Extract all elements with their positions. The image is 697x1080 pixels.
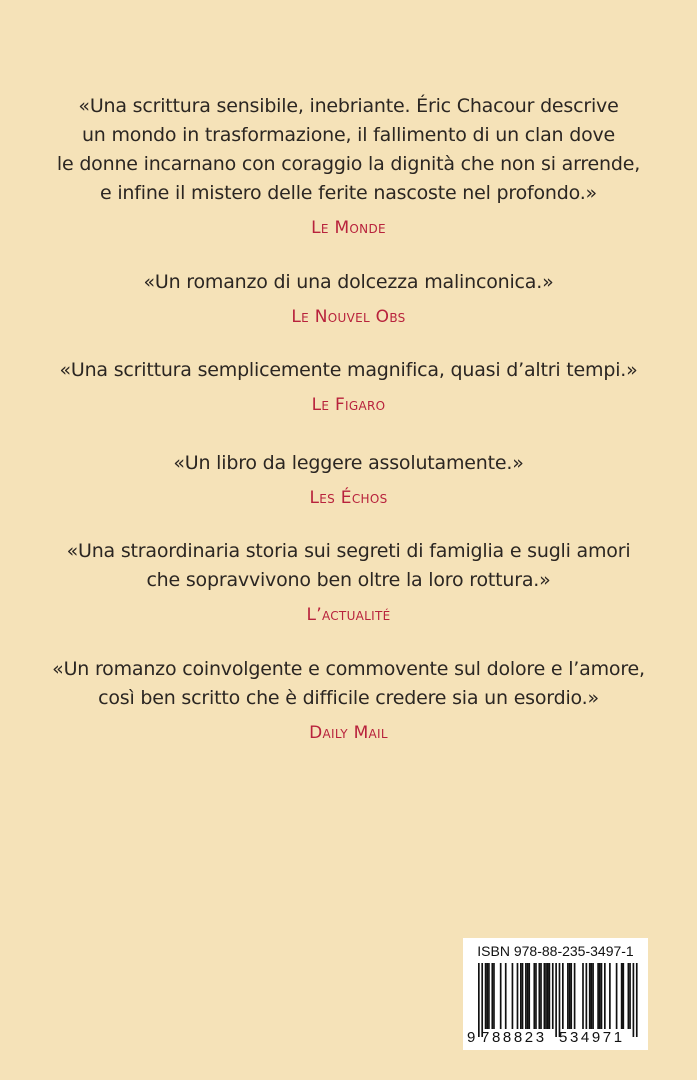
barcode-bar	[628, 963, 630, 1029]
barcode-bar	[582, 963, 584, 1029]
barcode-bar	[549, 963, 551, 1029]
isbn-barcode	[463, 938, 648, 1050]
barcode-bar	[544, 963, 546, 1029]
barcode-bar	[555, 963, 557, 1037]
barcode-bar	[547, 963, 549, 1029]
barcode-bar	[574, 963, 576, 1029]
barcode-bar	[540, 963, 542, 1029]
barcode-bar	[636, 963, 638, 1037]
barcode-bar	[622, 963, 624, 1029]
barcode-bar	[486, 963, 488, 1029]
review-2-line-1: «Un romanzo di una dolcezza malinconica.»	[143, 271, 554, 293]
barcode-bar	[527, 963, 529, 1029]
review-1-line-3: le donne incarnano con coraggio la dignità che non si arrende,	[56, 153, 641, 175]
barcode-bar	[621, 963, 623, 1029]
barcode-bar	[562, 963, 564, 1029]
review-5-line-2: che sopravvivono ben oltre la loro rottura.»	[146, 569, 551, 591]
barcode-bar	[604, 963, 606, 1029]
review-1-line-2: un mondo in trasformazione, il fallimento di un clan dove	[81, 124, 616, 146]
review-3-source: Le Figaro	[311, 395, 386, 415]
barcode-bar	[567, 963, 569, 1029]
review-5-source: L’actualité	[306, 605, 391, 625]
isbn-label: ISBN 978-88-235-3497-1	[477, 943, 634, 959]
barcode-bar	[493, 963, 495, 1029]
barcode-bar	[512, 963, 514, 1029]
barcode-bar	[485, 963, 487, 1029]
review-6-line-2: così ben scritto che è difficile credere sia un esordio.»	[98, 687, 599, 709]
barcode-bar	[570, 963, 572, 1029]
barcode-bar	[599, 963, 601, 1029]
barcode-bar	[520, 963, 522, 1029]
barcode-bar	[538, 963, 540, 1029]
review-2-source: Le Nouvel Obs	[291, 307, 406, 327]
review-5-line-1: «Una straordinaria storia sui segreti di famiglia e sugli amori	[66, 540, 631, 562]
review-6	[0, 655, 697, 744]
barcode-bar	[525, 963, 527, 1029]
barcode-bar	[569, 963, 571, 1029]
barcode-bar	[545, 963, 547, 1029]
ean-first-digit: 9	[467, 1029, 476, 1046]
barcode-bar	[601, 963, 603, 1029]
barcode-bar	[609, 963, 611, 1029]
ean-left-digits: 788823	[481, 1029, 547, 1046]
barcode-bar	[633, 963, 635, 1037]
barcode-bar	[616, 963, 618, 1029]
barcode-bar	[589, 963, 591, 1029]
review-3-line-1: «Una scrittura semplicemente magnifica, quasi d’altri tempi.»	[59, 359, 638, 381]
review-2	[0, 268, 697, 328]
barcode-bar	[528, 963, 530, 1029]
review-6-line-1: «Un romanzo coinvolgente e commovente sul dolore e l’amore,	[52, 658, 645, 680]
barcode-bar	[592, 963, 594, 1029]
barcode-bar	[491, 963, 493, 1029]
review-3	[0, 356, 697, 416]
review-1-line-1: «Una scrittura sensibile, inebriante. Éric Chacour descrive	[78, 95, 619, 117]
barcode-bar	[533, 963, 535, 1029]
barcode-bar	[522, 963, 524, 1029]
barcode-bar	[591, 963, 593, 1029]
barcode-bar	[500, 963, 502, 1029]
barcode-bar	[505, 963, 507, 1029]
barcode-bar	[488, 963, 490, 1029]
barcode-bar	[597, 963, 599, 1029]
barcode-bar	[559, 963, 561, 1037]
barcode-bar	[481, 963, 483, 1037]
review-5	[0, 537, 697, 626]
review-1-line-4: e infine il mistero delle ferite nascoste nel profondo.»	[100, 182, 597, 204]
barcode-bar	[629, 963, 631, 1029]
review-1	[0, 92, 697, 239]
barcode-bar	[552, 963, 554, 1029]
barcode-bar	[586, 963, 588, 1029]
barcode-bar	[535, 963, 537, 1029]
ean-right-digits: 534971	[559, 1029, 625, 1046]
review-4	[0, 449, 697, 509]
barcode-bar	[478, 963, 480, 1037]
review-4-source: Les Échos	[309, 488, 388, 508]
review-4-line-1: «Un libro da leggere assolutamente.»	[173, 452, 524, 474]
review-6-source: Daily Mail	[309, 723, 388, 743]
review-1-source: Le Monde	[311, 218, 386, 238]
barcode-bar	[517, 963, 519, 1029]
